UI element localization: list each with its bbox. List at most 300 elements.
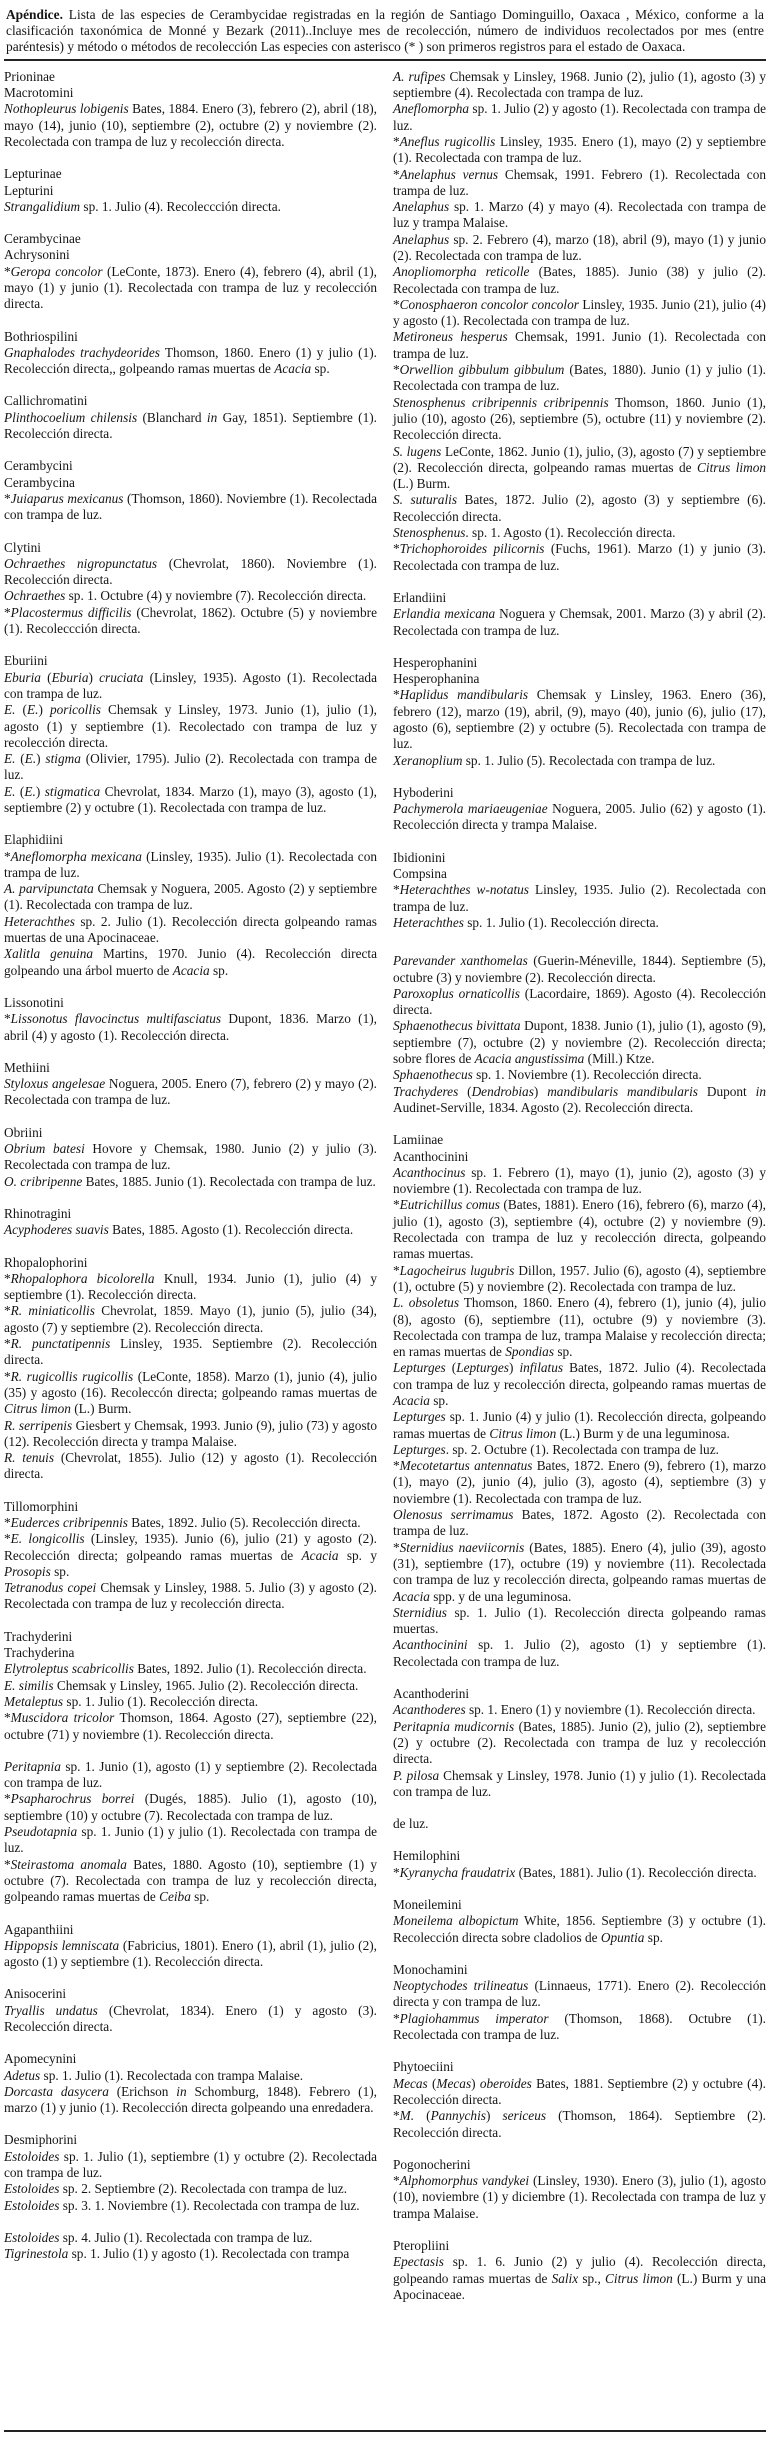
species-entry <box>4 264 377 313</box>
entry-text: sp. 1. Junio (1) y julio (1). Recolectada con trampa de luz. <box>4 1824 377 1856</box>
entry-text: * <box>393 2108 400 2124</box>
taxon-name: Anelaphus <box>393 231 450 247</box>
taxon-name: Strangalidium <box>4 198 81 214</box>
taxon-name: Anelaphus vernus <box>399 166 499 182</box>
left-column <box>4 69 377 2304</box>
entry-text: * <box>4 1856 11 1872</box>
entry-text: (Bates, 1885). Junio (38) y julio (2). Recolectada con trampa de luz. <box>393 264 766 296</box>
entry-text: * <box>393 296 400 312</box>
paragraph-gap <box>393 1832 766 1848</box>
entry-text: ) <box>88 669 100 685</box>
species-entry <box>4 1418 377 1451</box>
species-entry <box>393 986 766 1019</box>
taxon-name: Metaleptus <box>4 1693 64 1709</box>
taxon-heading: Hyboderini <box>393 784 454 800</box>
entry-text: ) <box>471 2075 480 2091</box>
species-entry <box>393 232 766 265</box>
paragraph-gap <box>4 215 377 231</box>
entry-text: sp. <box>429 1392 449 1408</box>
entry-text: (L.) Burm y de una leguminosa. <box>556 1425 730 1441</box>
entry-text: Chevrolat, 1834. Marzo (1), mayo (3), agosto (1), septiembre (2) y octubre (1). Recolectada con trampa de luz. <box>4 783 377 815</box>
taxon-name: Trachyderes <box>393 1083 459 1099</box>
entry-text: Dupont, 1836. Marzo (1), abril (4) y agosto (1). Recolección directa. <box>4 1011 377 1043</box>
entry-text: Bates, 1881. Septiembre (2) y octubre (4). Recolección directa. <box>393 2075 766 2107</box>
species-entry <box>4 2149 377 2182</box>
taxon-name: Sternidius <box>393 1604 447 1620</box>
entry-text: Bates, 1885. Agosto (1). Recolección directa. <box>108 1222 354 1238</box>
entry-text: (Chevrolat, 1834). Enero (1) y agosto (3). Recolección directa. <box>4 2002 377 2034</box>
taxon-name: Paroxoplus ornaticollis <box>393 985 520 1001</box>
species-entry <box>4 2003 377 2036</box>
entry-text: (Mill.) Ktze. <box>584 1051 655 1067</box>
entry-text: Bates, 1872. Julio (4). Recolectada con trampa de luz y recolección directa, golpeando ramas muertas de <box>393 1360 766 1392</box>
paragraph-gap <box>4 2035 377 2051</box>
taxon-name: R. rugicollis rugicollis <box>10 1368 134 1384</box>
entry-text: Linsley, 1935. Junio (21), julio (4) y agosto (1). Recolectada con trampa de luz. <box>393 296 766 329</box>
entry-text: (L.) Burm. <box>70 1401 132 1417</box>
taxon-heading: Elaphidiini <box>4 832 64 848</box>
entry-text: sp. 1. 6. Junio (2) y julio (4). Recolección directa, golpeando ramas muertas de <box>393 2254 766 2286</box>
entry-text: Bates, 1872. Enero (9), febrero (1), marzo (1), mayo (2), junio (4), julio (3), agosto (4), septiembre (3) y noviembre (1). Recolectada con trampa de luz. <box>393 1458 766 1506</box>
paragraph-gap <box>4 150 377 166</box>
taxon-name: Acacia <box>172 962 210 978</box>
entry-text: ) <box>485 2108 503 2124</box>
entry-text: (Linsley, 1935). Agosto (1). Recolectada con trampa de luz. <box>4 669 377 701</box>
taxon-name: Adetus <box>4 2067 41 2083</box>
taxon-name: Lepturges <box>393 1441 446 1457</box>
entry-text: * <box>393 1458 400 1474</box>
paragraph-gap <box>393 834 766 850</box>
taxon-name: mandibularis mandibularis <box>547 1083 698 1099</box>
taxon-name: A. parvipunctata <box>4 881 94 897</box>
taxon-name: Pachymerola mariaeugeniae <box>393 801 548 817</box>
species-entry <box>393 801 766 834</box>
entry-text: * <box>393 1864 400 1880</box>
entry-text: Schomburg, 1848). Febrero (1), marzo (1) y junio (1). Recolección directa golpeando una enredadera. <box>4 2083 378 2116</box>
entry-text: Bates, 1880. Agosto (10), septiembre (1) y octubre (7). Recolectada con trampa de luz y recolección directa, golpeando ramas muertas de <box>4 1856 378 1905</box>
entry-text: ( <box>458 1083 472 1099</box>
paragraph-gap <box>4 1970 377 1986</box>
species-entry <box>393 167 766 200</box>
taxon-heading: Eburiini <box>4 653 48 669</box>
entry-text: (Chevrolat, 1862). Octubre (5) y noviembre (1). Recoleccción directa. <box>4 604 377 637</box>
taxon-name: Kyranycha fraudatrix <box>399 1864 516 1880</box>
taxon-name: M. <box>399 2108 415 2124</box>
taxon-name: Geropa concolor <box>10 263 103 279</box>
taxon-name: Obrium batesi <box>4 1141 85 1157</box>
taxon-name: Orwellion gibbulum gibbulum <box>399 362 565 378</box>
taxon-heading: Clytini <box>4 539 41 555</box>
paragraph-gap <box>4 1906 377 1922</box>
entry-text: LeConte, 1862. Junio (1), julio, (3), agosto (7) y septiembre (2). Recolección directa, golpeando ramas muertas de <box>393 443 767 475</box>
species-entry <box>393 329 766 362</box>
entry-text: * <box>393 1262 400 1278</box>
paragraph-gap <box>4 2116 377 2132</box>
entry-text: Bates, 1885. Junio (1). Recolectada con trampa de luz. <box>82 1173 376 1189</box>
taxon-heading: Desmiphorini <box>4 2132 78 2148</box>
taxon-name: Ochraethes <box>4 588 66 604</box>
taxon-heading: Phytoeciini <box>393 2059 454 2075</box>
species-entry <box>4 1369 377 1418</box>
species-entry <box>4 1694 377 1710</box>
entry-text: (Thomson, 1868). Octubre (1). Recolectada con trampa de luz. <box>393 2010 766 2043</box>
taxon-name: Heterachthes <box>393 914 464 930</box>
species-entry <box>4 1076 377 1109</box>
species-entry <box>4 702 377 751</box>
taxon-heading: Trachyderina <box>4 1645 75 1661</box>
taxon-name: Dorcasta dasycera <box>4 2083 109 2099</box>
entry-text: ) <box>36 751 46 767</box>
two-column-layout <box>0 69 770 2304</box>
entry-text: (Fuchs, 1961). Marzo (1) y junio (3). Recolectada con trampa de luz. <box>393 541 766 573</box>
entry-text: (Bates, 1885). Enero (4), julio (39), agosto (31), septiembre (17), octubre (19) y noviembre (11). Recolectada con trampa de luz y recolección directa, golpeando ramas muertas de <box>393 1539 767 1588</box>
species-entry <box>4 670 377 703</box>
taxon-heading: Hesperophanini <box>393 654 478 670</box>
entry-text: (Erichson <box>108 2083 177 2099</box>
entry-text: Chemsak y Linsley, 1968. Junio (2), julio (1), agosto (3) y septiembre (4). Recolectada con trampa de luz. <box>393 68 766 101</box>
taxon-name: Plinthocoelium chilensis <box>4 409 138 425</box>
entry-text: sp. 1. Julio (1). Recolección directa. <box>463 914 659 930</box>
paragraph-gap <box>393 1800 766 1816</box>
paragraph-gap <box>393 574 766 590</box>
species-entry <box>393 2076 766 2109</box>
entry-text: * <box>393 2010 400 2026</box>
species-entry <box>393 69 766 102</box>
entry-text: sp. <box>311 361 330 377</box>
species-entry <box>4 751 377 784</box>
entry-text: ) <box>35 783 45 799</box>
species-entry <box>393 1263 766 1296</box>
species-entry <box>4 1515 377 1531</box>
species-entry <box>4 1661 377 1677</box>
taxon-heading: Pteropliini <box>393 2238 450 2254</box>
taxon-name: Citrus limon <box>489 1425 557 1441</box>
species-entry <box>4 199 377 215</box>
entry-text: Linsley, 1935. Julio (2). Recolectada con trampa de luz. <box>393 882 767 914</box>
paragraph-gap <box>4 1190 377 1206</box>
species-entry <box>393 444 766 493</box>
taxon-heading: Pogonocherini <box>393 2156 471 2172</box>
species-entry <box>393 264 766 297</box>
taxon-name: E. <box>4 702 16 718</box>
taxon-name: E. <box>26 702 39 718</box>
entry-text: * <box>4 1336 11 1352</box>
species-entry <box>393 1507 766 1540</box>
taxon-name: Ochraethes nigropunctatus <box>4 555 158 571</box>
taxon-heading: Apomecynini <box>4 2051 77 2067</box>
taxon-name: Stenosphenus <box>393 525 466 541</box>
species-entry <box>393 1719 766 1768</box>
species-entry <box>393 199 766 232</box>
taxon-name: Muscidora tricolor <box>10 1710 115 1726</box>
entry-text: * <box>4 490 11 506</box>
entry-text: Thomson, 1860. Junio (1), julio (10), agosto (26), septiembre (5), octubre (11) y noviembre (2). Recolección directa. <box>393 394 766 443</box>
taxon-heading: Obriini <box>4 1124 43 1140</box>
taxon-name: Peritapnia <box>4 1758 61 1774</box>
species-entry <box>393 1458 766 1507</box>
species-entry <box>4 1450 377 1483</box>
paragraph-gap <box>4 816 377 832</box>
taxon-name: R. tenuis <box>4 1450 55 1466</box>
species-entry <box>4 1791 377 1824</box>
species-entry <box>4 2181 377 2197</box>
paragraph-gap <box>4 377 377 393</box>
taxon-heading: Hesperophanina <box>393 671 480 687</box>
entry-text: sp. 1. Febrero (1), mayo (1), junio (2), agosto (3) y noviembre (1). Recolectada con trampa de luz. <box>393 1164 766 1197</box>
entry-text: Dupont <box>697 1083 756 1099</box>
entry-text: * <box>393 541 400 557</box>
species-entry <box>393 1865 766 1881</box>
taxon-name: Eburia <box>51 669 89 685</box>
entry-text: Giesbert y Chemsak, 1993. Junio (9), julio (73) y agosto (12). Recolección directa y trampa Malaise. <box>4 1417 377 1449</box>
taxon-name: Prosopis <box>4 1563 51 1579</box>
taxon-name: oberoides <box>479 2075 532 2091</box>
species-entry <box>393 953 766 986</box>
taxon-heading: Methiini <box>4 1059 50 1075</box>
entry-text: Audinet-Serville, 1834. Agosto (2). Recolección directa. <box>393 1099 694 1115</box>
top-rule <box>4 59 766 61</box>
entry-text: Thomson, 1860. Enero (4), febrero (1), junio (4), julio (8), agosto (6), septiembre (11), octubre (9) y noviembre (3). Recolectada con trampa de luz, trampa Malaise y recolección directa; en ramas muertas de <box>393 1295 766 1360</box>
species-entry <box>4 1938 377 1971</box>
taxon-name: E. <box>24 783 36 799</box>
species-entry <box>393 1360 766 1409</box>
species-entry <box>393 1702 766 1718</box>
taxon-name: Moneilema albopictum <box>393 1913 519 1929</box>
taxon-name: Lissonotus flavocinctus multifasciatus <box>10 1011 222 1027</box>
entry-text: sp. 1. Julio (2) y agosto (1). Recolectada con trampa de luz. <box>393 101 766 133</box>
taxon-name: Mecotetartus antennatus <box>399 1458 533 1474</box>
entry-text: (LeConte, 1873). Enero (4), febrero (4), abril (1), mayo (1) y junio (1). Recolectada con trampa de luz y recolección directa. <box>4 263 377 312</box>
taxon-heading: Rhopalophorini <box>4 1254 88 1270</box>
entry-text: Dillon, 1957. Julio (6), agosto (4), septiembre (1), octubre (5) y noviembre (2). Recolectada con trampa de luz. <box>393 1262 766 1294</box>
entry-text: sp. 1. Octubre (4) y noviembre (7). Recolección directa. <box>65 588 367 604</box>
taxon-name: Elytroleptus scabricollis <box>4 1661 134 1677</box>
entry-text: * <box>4 1791 11 1807</box>
taxon-name: Conosphaeron concolor concolor <box>399 296 579 312</box>
taxon-name: Acacia <box>393 1588 430 1604</box>
taxon-heading: Ibidionini <box>393 849 446 865</box>
taxon-name: in <box>755 1083 766 1099</box>
entry-text: * <box>4 1368 11 1384</box>
species-entry <box>4 1222 377 1238</box>
entry-text: Chevrolat, 1859. Mayo (1), junio (5), julio (34), agosto (7) y septiembre (2). Recolección directa. <box>4 1303 377 1335</box>
taxon-heading: Prioninae <box>4 68 55 84</box>
taxon-heading: Achrysonini <box>4 247 70 263</box>
entry-text: Bates, 1892. Julio (5). Recolección directa. <box>127 1514 361 1530</box>
entry-text: Linsley, 1935. Enero (1), mayo (2) y septiembre (1). Recolectada con trampa de luz. <box>393 133 766 166</box>
taxon-name: Steirastoma anomala <box>10 1856 127 1872</box>
entry-text: Chemsak y Linsley, 1988. 5. Julio (3) y agosto (2). Recolectada con trampa de luz y recolección directa. <box>4 1580 378 1612</box>
entry-text: (Blanchard <box>137 409 207 425</box>
entry-text: * <box>4 1514 11 1530</box>
entry-text: * <box>393 2173 400 2189</box>
species-entry <box>4 1303 377 1336</box>
entry-text: ( <box>414 2108 431 2124</box>
entry-text: de luz. <box>393 1816 429 1832</box>
taxon-heading: Compsina <box>393 866 447 882</box>
taxon-name: Acacia <box>274 361 312 377</box>
paragraph-gap <box>4 979 377 995</box>
taxon-name: cruciata <box>99 669 144 685</box>
paragraph-gap <box>393 2141 766 2157</box>
taxon-heading: Anisocerini <box>4 1986 67 2002</box>
entry-text: (Linnaeus, 1771). Enero (2). Recolección directa y con trampa de luz. <box>393 1978 766 2010</box>
taxon-heading: Acanthoderini <box>393 1686 470 1702</box>
entry-text: Linsley, 1935. Septiembre (2). Recolección directa. <box>4 1336 377 1368</box>
taxon-name: Tetranodus copei <box>4 1580 97 1596</box>
taxon-name: Dendrobias <box>471 1083 534 1099</box>
entry-text: sp. 1. Enero (1) y noviembre (1). Recolección directa. <box>465 1702 756 1718</box>
paragraph-gap <box>393 1881 766 1897</box>
taxon-name: E. similis <box>4 1677 54 1693</box>
taxon-name: E. <box>4 783 16 799</box>
species-entry <box>393 882 766 915</box>
paragraph-gap <box>393 931 766 953</box>
taxon-name: Acacia angustissima <box>474 1051 585 1067</box>
species-entry <box>393 1605 766 1638</box>
entry-text: Chemsak y Linsley, 1963. Enero (36), febrero (12), marzo (19), abril, (9), mayo (40), junio (6), julio (17), agosto (6), septiembre (2) y octubre (5). Recolectada con trampa de luz. <box>393 687 766 752</box>
taxon-name: Ceiba <box>159 1889 191 1905</box>
caption-text: Lista de las especies de Cerambycidae registradas en la región de Santiago Dominguillo, Oaxaca , México, conforme a la clasificación taxonómica de Monné y Bezark (2011)..Incluye mes de recolección, número de individuos recolectados por mes (entre paréntesis) y método o métodos de recolección Las especies con asterisco (* ) son primeros registros para el estado de Oaxaca. <box>6 7 764 54</box>
species-entry <box>393 687 766 752</box>
species-entry <box>4 1759 377 1792</box>
taxon-name: Hippopsis lemniscata <box>4 1937 120 1953</box>
species-entry <box>393 1295 766 1360</box>
entry-text: (Olivier, 1795). Julio (2). Recolectada con trampa de luz. <box>4 751 377 783</box>
taxon-heading: Acanthocinini <box>393 1148 469 1164</box>
entry-text: (Linsley, 1935). Junio (6), julio (21) y agosto (2). Recolección directa; golpeando ramas muertas de <box>4 1531 377 1563</box>
taxon-heading: Bothriospilini <box>4 328 78 344</box>
species-entry <box>393 541 766 574</box>
taxon-name: Heterachthes w-notatus <box>399 882 529 898</box>
entry-text: (Dugés, 1885). Julio (1), agosto (10), septiembre (10) y octubre (7). Recolectada con trampa de luz. <box>4 1791 378 1823</box>
paragraph-gap <box>4 313 377 329</box>
taxon-name: Juiaparus mexicanus <box>10 490 124 506</box>
entry-text: Bates, 1872. Julio (2), agosto (3) y septiembre (6). Recolección directa. <box>393 492 766 524</box>
species-entry <box>393 297 766 330</box>
taxon-name: O. cribripenne <box>4 1173 83 1189</box>
paragraph-gap <box>393 2043 766 2059</box>
taxon-name: Estoloides <box>4 2148 60 2164</box>
taxon-name: Salix <box>551 2270 579 2286</box>
taxon-name: S. suturalis <box>393 492 458 508</box>
entry-text: sp. 1. Julio (5). Recolectada con trampa de luz. <box>462 752 716 768</box>
entry-text: sp. 1. Junio (4) y julio (1). Recolección directa, golpeando ramas muertas de <box>393 1409 766 1441</box>
species-entry <box>4 345 377 378</box>
entry-text: * <box>393 1197 400 1213</box>
entry-text: * <box>4 1270 11 1286</box>
species-entry <box>393 2254 766 2303</box>
entry-text: Chemsak, 1991. Junio (1). Recolectada con trampa de luz. <box>393 329 767 361</box>
bottom-rule <box>4 2430 766 2432</box>
caption-label: Apéndice. <box>6 7 63 22</box>
taxon-heading: Hemilophini <box>393 1848 461 1864</box>
taxon-name: Acacia <box>301 1547 339 1563</box>
species-entry <box>393 1978 766 2011</box>
species-entry <box>4 1824 377 1857</box>
taxon-heading: Trachyderini <box>4 1628 73 1644</box>
species-entry <box>393 1540 766 1605</box>
paragraph-gap <box>393 2222 766 2238</box>
entry-text: * <box>4 1303 11 1319</box>
taxon-name: Nothopleurus lobigenis <box>4 101 129 117</box>
taxon-name: Estoloides <box>4 2197 60 2213</box>
species-entry <box>4 1710 377 1743</box>
entry-text: Knull, 1934. Junio (1), julio (4) y septiembre (1). Recolección directa. <box>4 1270 377 1303</box>
entry-text: (Thomson, 1860). Noviembre (1). Recolectada con trampa de luz. <box>4 490 377 523</box>
entry-text: (Bates, 1881). Enero (16), febrero (6), marzo (4), julio (1), agosto (3), septiembre (4), octubre (2) y noviembre (9). Recolectada con trampa de luz y recolección directa, golpeando ramas muertas. <box>393 1197 766 1262</box>
entry-text: (Bates, 1881). Julio (1). Recolección directa. <box>515 1864 757 1880</box>
taxon-name: Citrus limon <box>605 2270 673 2286</box>
entry-text: ( <box>427 2075 437 2091</box>
taxon-name: stigmatica <box>44 783 101 799</box>
entry-text: . sp. 1. Agosto (1). Recolección directa. <box>465 525 676 541</box>
taxon-heading: Monochamini <box>393 1961 468 1977</box>
entry-text: ) <box>533 1083 548 1099</box>
paragraph-gap <box>4 1483 377 1499</box>
taxon-name: Anelaphus <box>393 199 450 215</box>
taxon-name: Acyphoderes suavis <box>4 1222 109 1238</box>
taxon-name: Acanthoderes <box>393 1702 466 1718</box>
species-entry <box>393 1442 766 1458</box>
entry-text: ) <box>38 702 50 718</box>
taxon-name: E. <box>24 751 37 767</box>
entry-text: Chemsak y Linsley, 1965. Julio (2). Recolección directa. <box>53 1677 359 1693</box>
taxon-name: Styloxus angelesae <box>4 1076 106 1092</box>
entry-text: (LeConte, 1858). Marzo (1), junio (4), julio (35) y agosto (16). Recoleccón directa; golpeando ramas muertas de <box>4 1368 378 1400</box>
paragraph-gap <box>4 2214 377 2230</box>
taxon-name: R. miniaticollis <box>10 1303 95 1319</box>
entry-text: Bates, 1872. Agosto (2). Recolectada con trampa de luz. <box>393 1507 766 1539</box>
taxon-heading: Cerambycini <box>4 458 73 474</box>
species-entry <box>393 134 766 167</box>
entry-text: sp. 1. Julio (1). Recolección directa. <box>63 1693 259 1709</box>
entry-text: * <box>393 687 400 703</box>
taxon-name: Psapharochrus borrei <box>10 1791 135 1807</box>
entry-text: sp. <box>644 1929 663 1945</box>
taxon-heading: Cerambycina <box>4 474 75 490</box>
entry-text: ( <box>445 1360 457 1376</box>
entry-text: * <box>4 1531 11 1547</box>
species-entry <box>393 915 766 931</box>
species-entry <box>4 1336 377 1369</box>
entry-text: sp. 4. Julio (1). Recolectada con trampa de luz. <box>59 2229 313 2245</box>
species-entry <box>4 914 377 947</box>
taxon-name: Acanthocinus <box>393 1164 466 1180</box>
taxon-name: E. longicollis <box>10 1531 85 1547</box>
entry-text: (Linsley, 1930). Enero (3), julio (1), agosto (10), noviembre (1) y diciembre (1). Recolectada con trampa de luz y trampa Malaise. <box>393 2173 766 2221</box>
taxon-name: Euderces cribripennis <box>10 1514 128 1530</box>
taxon-name: Lepturges <box>393 1360 446 1376</box>
entry-text: ( <box>15 702 27 718</box>
entry-text: (Chevrolat, 1855). Julio (12) y agosto (1). Recolección directa. <box>4 1450 377 1482</box>
taxon-name: E. <box>4 751 16 767</box>
taxon-name: Citrus limon <box>697 459 766 475</box>
entry-text: * <box>4 1011 11 1027</box>
entry-text: (Thomson, 1864). Septiembre (2). Recolección directa. <box>393 2108 766 2140</box>
entry-text: (Lacordaire, 1869). Agosto (4). Recolección directa. <box>393 985 766 1018</box>
taxon-name: Pseudotapnia <box>4 1824 78 1840</box>
taxon-name: Mecas <box>393 2075 428 2091</box>
species-entry <box>393 753 766 769</box>
paragraph-gap <box>4 524 377 540</box>
species-entry <box>4 101 377 150</box>
entry-text: sp. 2. Julio (1). Recolección directa golpeando ramas muertas de una Apocinaceae. <box>4 913 377 946</box>
species-entry <box>393 1084 766 1117</box>
taxon-name: Tigrinestola <box>4 2246 69 2262</box>
entry-text: ( <box>15 783 25 799</box>
taxon-heading: Agapanthiini <box>4 1921 74 1937</box>
